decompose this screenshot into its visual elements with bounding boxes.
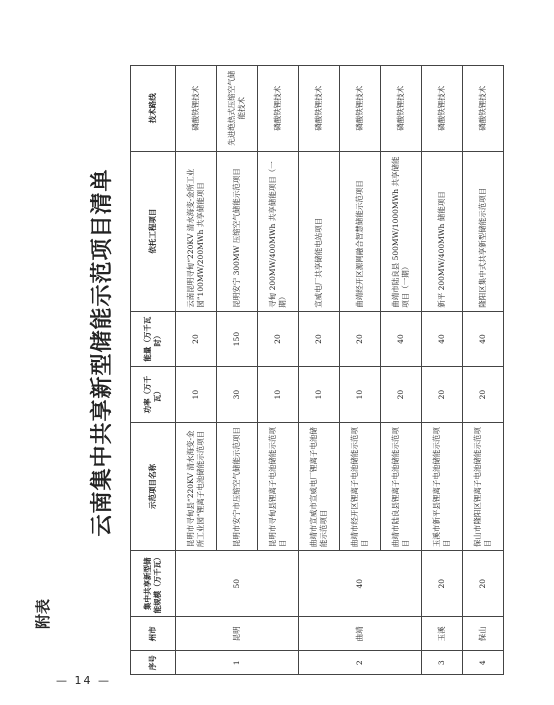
cell-tech-route: 磷酸铁锂技术 [299,66,340,152]
project-list-table [130,65,504,675]
cell-base-project: 宣威电厂共享储能电站项目 [299,151,340,311]
cell-capacity: 150 [217,311,258,367]
cell-capacity: 40 [381,311,422,367]
cell-power: 10 [176,367,217,423]
cell-power: 20 [463,367,504,423]
cell-base-project: 云南昆明寻甸“220KV 清水海变-金所工业园”100MW/200MWh 共享储能项目 [176,151,217,311]
cell-seq: 4 [463,651,504,675]
cell-city: 玉溪 [422,617,463,651]
cell-power: 10 [258,367,299,423]
cell-base-project: 寻甸 200MW/400MWh 共享储能项目（一期） [258,151,299,311]
header-scale: 集中共享新型储能规模（万千瓦） [131,551,176,617]
cell-scale: 50 [176,551,299,617]
cell-base-project: 昆明安宁 300MW 压缩空气储能示范项目 [217,151,258,311]
cell-city: 曲靖 [299,617,422,651]
cell-project-name: 昆明市寻甸县“220KV 清水海变-金所工业园”锂离子电池储能示范项目 [176,422,217,550]
cell-seq: 1 [176,651,299,675]
cell-scale: 20 [463,551,504,617]
cell-project-name: 昆明市安宁市压缩空气储能示范项目 [217,422,258,550]
cell-tech-route: 磷酸铁锂技术 [258,66,299,152]
cell-tech-route: 磷酸铁锂技术 [340,66,381,152]
cell-tech-route: 磷酸铁锂技术 [463,66,504,152]
cell-capacity: 40 [422,311,463,367]
cell-project-name: 昆明市寻甸县锂离子电池储能示范项目 [258,422,299,550]
header-city: 州市 [131,617,176,651]
cell-city: 保山 [463,617,504,651]
cell-base-project: 隆阳区集中式共享新型储能示范项目 [463,151,504,311]
cell-capacity: 20 [299,311,340,367]
cell-tech-route: 磷酸铁锂技术 [422,66,463,152]
header-base-project: 依托工程项目 [131,151,176,311]
table-row [299,66,340,675]
cell-power: 10 [299,367,340,423]
cell-capacity: 40 [463,311,504,367]
cell-project-name: 曲靖市陆良县锂离子电池储能示范项目 [381,422,422,550]
cell-power: 20 [422,367,463,423]
table-row [422,66,463,675]
cell-capacity: 20 [176,311,217,367]
cell-power: 10 [340,367,381,423]
cell-project-name: 曲靖市经开区锂离子电池储能示范项目 [340,422,381,550]
appendix-label: 附表 [34,598,52,629]
cell-project-name: 曲靖市宣威市宣威电厂锂离子电池储能示范项目 [299,422,340,550]
cell-power: 30 [217,367,258,423]
cell-base-project: 曲靖市陆良县 500MW/1000MWh 共享储能项目（一期） [381,151,422,311]
table-header-row [131,66,176,675]
table-row [176,66,217,675]
header-power: 功率（万千瓦） [131,367,176,423]
header-project-name: 示范项目名称 [131,422,176,550]
cell-project-name: 保山市隆阳区锂离子电池储能示范项目 [463,422,504,550]
page-number: — 14 — [56,674,111,687]
table-body [176,66,504,675]
cell-scale: 20 [422,551,463,617]
cell-city: 昆明 [176,617,299,651]
cell-seq: 3 [422,651,463,675]
table-row [463,66,504,675]
cell-capacity: 20 [258,311,299,367]
cell-seq: 2 [299,651,422,675]
header-tech-route: 技术路线 [131,66,176,152]
header-capacity: 能量（万千瓦时） [131,311,176,367]
header-seq: 序号 [131,651,176,675]
cell-scale: 40 [299,551,422,617]
cell-base-project: 曲靖经开区源网融合智慧储能示范项目 [340,151,381,311]
cell-tech-route: 先进绝热式压缩空气储能技术 [217,66,258,152]
cell-power: 20 [381,367,422,423]
cell-project-name: 玉溪市新平县锂离子电池储能示范项目 [422,422,463,550]
cell-tech-route: 磷酸铁锂技术 [176,66,217,152]
document-title: 云南集中共享新型储能示范项目清单 [89,168,115,537]
cell-tech-route: 磷酸铁锂技术 [381,66,422,152]
cell-base-project: 新平 200MW/400MWh 储能项目 [422,151,463,311]
cell-capacity: 20 [340,311,381,367]
